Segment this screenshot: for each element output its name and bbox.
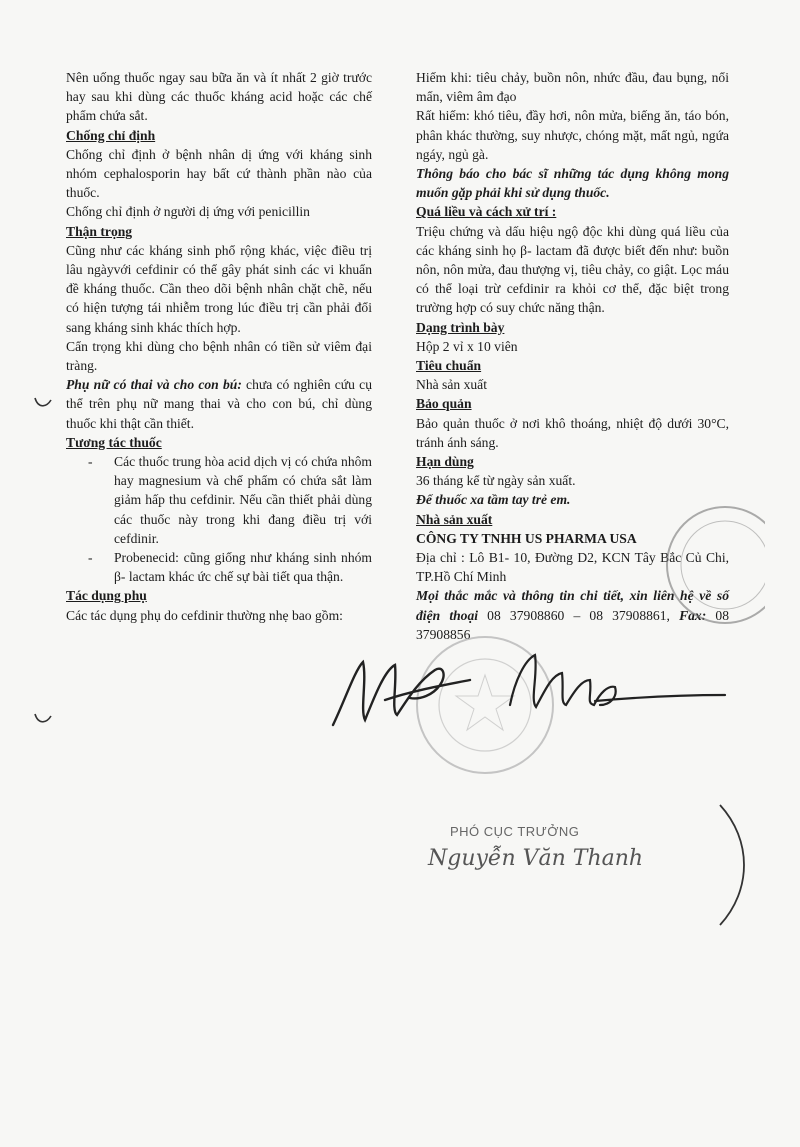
manufacturer-heading: Nhà sản xuất bbox=[416, 511, 493, 527]
very-rare-effects: Rất hiếm: khó tiêu, đầy hơi, nôn mửa, biếng ăn, táo bón, phân khác thường, suy nhược, chóng mặt, mất ngủ, ngứa ngáy, ngủ gà. bbox=[416, 108, 729, 162]
chief-signature-icon bbox=[490, 645, 730, 725]
contact-phones: 08 37908860 – 08 37908861, bbox=[478, 607, 680, 623]
official-name: Nguyễn Văn Thanh bbox=[428, 846, 644, 871]
list-item: - Probenecid: cũng giống như kháng sinh nhóm β- lactam khác ức chế sự bài tiết qua thận. bbox=[88, 548, 372, 586]
side-effects-text: Các tác dụng phụ do cefdinir thường nhẹ bao gồm: bbox=[66, 607, 343, 623]
contraindications-text-1: Chống chỉ định ở bệnh nhân dị ứng với kháng sinh nhóm cephalosporin hay bất cứ thành phần nào của thuốc. bbox=[66, 146, 372, 201]
fax-number: 08 37908856 bbox=[416, 607, 729, 642]
side-effects-heading: Tác dụng phụ bbox=[66, 588, 147, 604]
precautions-heading: Thận trọng bbox=[66, 223, 133, 239]
list-item: - Các thuốc trung hòa acid dịch vị có chứa nhôm hay magnesium và chế phẩm có chứa sắt làm giảm hấp thu cefdinir. Nếu cần thiết phải dùng các thuốc này trong khi đang điều trị với cefdinir. bbox=[88, 452, 372, 548]
margin-tick-icon bbox=[32, 392, 54, 412]
official-title: PHÓ CỤC TRƯỞNG bbox=[450, 824, 580, 839]
presentation-text: Hộp 2 vỉ x 10 viên bbox=[416, 338, 518, 354]
company-address: Địa chỉ : Lô B1- 10, Đường D2, KCN Tây Bắc Củ Chi, TP.Hồ Chí Minh bbox=[416, 550, 729, 585]
contact-label: Mọi thắc mắc và thông tin chi tiết, xin liên hệ về số điện thoại bbox=[416, 588, 729, 623]
margin-arc-icon bbox=[712, 800, 752, 930]
pregnancy-label: Phụ nữ có thai và cho con bú: bbox=[66, 377, 242, 393]
signature-icon bbox=[325, 640, 475, 740]
precautions-text-2: Cẩn trọng khi dùng cho bệnh nhân có tiền sử viêm đại tràng. bbox=[66, 338, 372, 374]
interactions-heading: Tương tác thuốc bbox=[66, 434, 162, 450]
rare-effects: Hiếm khi: tiêu chảy, buồn nôn, nhức đầu, đau bụng, nổi mẩn, viêm âm đạo bbox=[416, 70, 729, 105]
expiry-heading: Hạn dùng bbox=[416, 454, 474, 470]
overdose-text: Triệu chứng và dấu hiệu ngộ độc khi dùng quá liều của các kháng sinh họ β- lactam đã được biết đến như: buồn nôn, nôn mửa, đau thượng vị, tiêu chảy, co giật. Lọc máu có thể loại trừ cefdinir ra khỏi cơ thể, đặc biệt trong trường hợp có suy chức năng thận. bbox=[416, 223, 729, 316]
pregnancy-paragraph bbox=[66, 375, 372, 433]
dosing-note: Nên uống thuốc ngay sau bữa ăn và ít nhất 2 giờ trước hay sau khi dùng các thuốc kháng acid hoặc các chế phẩm chứa sắt. bbox=[66, 70, 372, 124]
storage-text: Bảo quản thuốc ở nơi khô thoáng, nhiệt độ dưới 30°C, tránh ánh sáng. bbox=[416, 415, 729, 450]
standard-text: Nhà sản xuất bbox=[416, 377, 487, 393]
presentation-heading: Dạng trình bày bbox=[416, 319, 505, 335]
interactions-list bbox=[66, 452, 372, 586]
contraindications-heading: Chống chỉ định bbox=[66, 127, 156, 143]
fax-label: Fax: bbox=[679, 607, 707, 623]
company-stamp-icon bbox=[655, 490, 765, 640]
standard-heading: Tiêu chuẩn bbox=[416, 358, 482, 374]
company-name: CÔNG TY TNHH US PHARMA USA bbox=[416, 530, 637, 546]
margin-tick-icon bbox=[32, 708, 54, 728]
expiry-text: 36 tháng kể từ ngày sản xuất. bbox=[416, 473, 576, 489]
precautions-text-1: Cũng như các kháng sinh phổ rộng khác, việc điều trị lâu ngàyvới cefdinir có thể gây phát sinh các vi khuẩn đề kháng thuốc. Cần theo dõi bệnh nhân chặt chẽ, nếu có hiện tượng tái nhiễm trong lúc điều trị cần phải đổi sang kháng sinh khác thích hợp. bbox=[66, 242, 372, 335]
overdose-heading: Quá liều và cách xử trí : bbox=[416, 204, 557, 220]
keep-away-warning: Để thuốc xa tầm tay trẻ em. bbox=[416, 492, 571, 508]
pregnancy-text: chưa có nghiên cứu cụ thể trên phụ nữ mang thai và cho con bú, chỉ dùng thuốc khi thật cần thiết. bbox=[66, 377, 372, 431]
notify-doctor: Thông báo cho bác sĩ những tác dụng không mong muốn gặp phải khi sử dụng thuốc. bbox=[416, 166, 729, 201]
contraindications-text-2: Chống chỉ định ở người dị ứng với penicillin bbox=[66, 204, 310, 220]
left-column bbox=[66, 68, 372, 625]
storage-heading: Bảo quản bbox=[416, 396, 472, 412]
